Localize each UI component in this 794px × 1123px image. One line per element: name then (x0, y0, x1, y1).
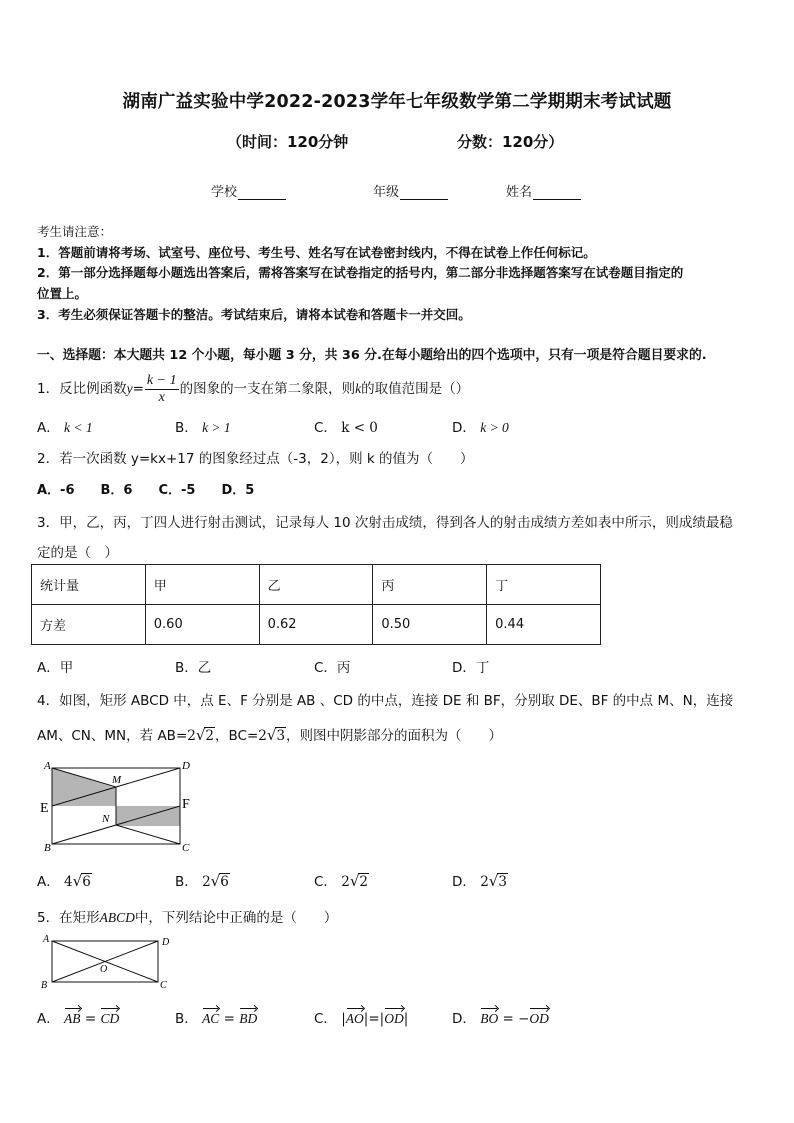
option-expr: k < 0 (341, 420, 378, 436)
option-letter: B． (175, 1011, 198, 1027)
name-label: 姓名 (506, 185, 533, 200)
option-letter: B． (175, 874, 198, 890)
option-letter: C． (314, 1011, 337, 1027)
school-field (211, 181, 286, 200)
q1-numerator: k − 1 (146, 372, 177, 388)
vector-od: OD (529, 1011, 549, 1026)
q3-option-a[interactable]: A．甲 (37, 660, 74, 676)
question-1 (37, 372, 469, 406)
abs-bar-icon: | (403, 1011, 409, 1027)
vector-od: OD (384, 1011, 404, 1026)
option-expr: k > 1 (202, 420, 231, 435)
label-m: M (112, 774, 122, 786)
q1-option-a[interactable] (37, 416, 93, 436)
sqrt-icon: √ (266, 726, 277, 744)
q4-ab-radicand: 2 (205, 728, 215, 744)
table-cell: 丁 (487, 565, 601, 605)
q1-prefix: 1．反比例函数 (37, 381, 127, 397)
label-d: D (182, 760, 190, 772)
q1-option-d[interactable] (452, 416, 509, 436)
q1-fraction (145, 373, 179, 406)
q4-option-d[interactable] (452, 870, 508, 890)
q4-rectangle-figure (36, 756, 196, 856)
table-cell: 0.50 (373, 605, 487, 645)
option-coef: 2 (480, 874, 489, 890)
option-expr: k > 0 (480, 420, 509, 435)
option-operator: = (80, 1011, 101, 1027)
question-4-line-1: 4．如图，矩形 ABCD 中，点 E、F 分别是 AB 、CD 的中点，连接 DE 和 BF，分别取 DE、BF 的中点 M、N，连接 (37, 693, 734, 709)
option-radicand: 3 (498, 874, 507, 890)
sqrt-icon: √ (72, 872, 83, 890)
q4-bc-coef: 2 (258, 728, 267, 744)
note-item: 2．第一部分选择题每小题选出答案后，需将答案写在试卷指定的括号内，第二部分非选择题答案写在试卷题目指定的 (37, 265, 684, 280)
shaded-region-left (52, 768, 116, 806)
question-3-line-1: 3．甲，乙，丙，丁四人进行射击测试，记录每人 10 次射击成绩，得到各人的射击成绩方差如表中所示，则成绩最稳 (37, 515, 733, 531)
option-letter: B． (175, 420, 198, 436)
option-operator: = (219, 1011, 240, 1027)
section-heading: 一、选择题：本大题共 12 个小题，每小题 3 分，共 36 分.在每小题给出的四个选项中，只有一项是符合题目要求的. (37, 348, 707, 363)
option-operator: = (368, 1011, 380, 1027)
abs-bar-icon: | (341, 1011, 346, 1027)
q4-text: AM、CN、MN，若 AB= (37, 728, 188, 744)
notes-heading: 考生请注意： (37, 224, 113, 239)
q5-option-c[interactable] (314, 1007, 408, 1027)
table-cell: 甲 (145, 565, 259, 605)
q4-option-b[interactable] (175, 870, 230, 890)
grade-blank (400, 187, 448, 200)
option-letter: A． (37, 874, 60, 890)
q5-text: 5．在矩形 (37, 910, 100, 926)
option-letter: C． (314, 874, 337, 890)
option-letter: D． (452, 420, 476, 436)
q3-option-d[interactable]: D．丁 (452, 660, 490, 676)
table-row (32, 605, 601, 645)
exam-score: 分数：120分） (457, 133, 564, 151)
q1-option-b[interactable] (175, 416, 231, 436)
q4-ab-coef: 2 (187, 728, 196, 744)
q5-option-a[interactable] (37, 1007, 119, 1027)
q1-suffix-b: 的取值范围是（） (361, 381, 470, 397)
option-coef: 2 (202, 874, 211, 890)
school-blank (238, 187, 286, 200)
label-a: A (44, 760, 51, 772)
label-c: C (182, 842, 190, 854)
q4-option-a[interactable] (37, 870, 92, 890)
vector-ao: AO (345, 1011, 364, 1026)
vector-ac: AC (202, 1011, 220, 1026)
q1-y: y (126, 381, 133, 396)
sqrt-icon: √ (488, 872, 499, 890)
q5-option-b[interactable] (175, 1007, 257, 1027)
option-letter: D． (452, 1011, 476, 1027)
q5-rectangle-figure (36, 930, 181, 994)
vector-bo: BO (480, 1011, 499, 1026)
name-field (506, 181, 581, 200)
note-item: 1．答题前请将考场、试室号、座位号、考生号、姓名写在试卷密封线内，不得在试卷上作任何标记。 (37, 245, 596, 260)
sqrt-icon: √ (210, 872, 221, 890)
table-cell: 0.62 (259, 605, 373, 645)
variance-table (31, 564, 601, 645)
q5-option-d[interactable] (452, 1007, 549, 1027)
option-letter: A． (37, 420, 60, 436)
note-item: 位置上。 (37, 286, 88, 301)
option-radicand: 2 (359, 874, 368, 890)
option-coef: 2 (341, 874, 350, 890)
q1-option-c[interactable] (314, 416, 378, 436)
q1-k: k (355, 381, 362, 396)
grade-field (373, 181, 448, 200)
sqrt-icon: √ (349, 872, 360, 890)
label-e: E (40, 801, 49, 816)
option-operator: = − (498, 1011, 530, 1027)
table-cell: 0.60 (145, 605, 259, 645)
label-b: B (44, 842, 51, 854)
label-n: N (102, 813, 110, 825)
q5-rect-name: ABCD (99, 910, 135, 925)
table-cell: 乙 (259, 565, 373, 605)
vector-ab: AB (64, 1011, 81, 1026)
option-letter: A． (37, 1011, 60, 1027)
q1-suffix-a: 的图象的一支在第二象限，则 (179, 381, 356, 397)
abs-bar-icon: | (363, 1011, 369, 1027)
label-a: A (43, 934, 50, 945)
note-item: 3．考生必须保证答题卡的整洁。考试结束后，请将本试卷和答题卡一并交回。 (37, 307, 471, 322)
q4-text: ，BC= (215, 728, 259, 744)
option-coef: 4 (64, 874, 73, 890)
exam-title: 湖南广益实验中学2022-2023学年七年级数学第二学期期末考试试题 (122, 92, 672, 112)
q1-eq: = (132, 381, 144, 397)
sqrt-icon: √ (195, 726, 206, 744)
school-label: 学校 (211, 185, 238, 200)
question-3-line-2: 定的是（ ） (37, 545, 118, 561)
table-cell: 统计量 (32, 565, 146, 605)
vector-cd: CD (100, 1011, 120, 1026)
q3-option-c[interactable]: C．丙 (314, 660, 351, 676)
question-2: 2．若一次函数 y=kx+17 的图象经过点（-3，2），则 k 的值为（ ） (37, 451, 474, 467)
question-5 (37, 906, 337, 926)
q5-text: 中，下列结论中正确的是（ ） (134, 910, 338, 926)
q3-option-b[interactable]: B．乙 (175, 660, 212, 676)
q2-options[interactable]: A．-6 B．6 C．-5 D．5 (37, 483, 255, 498)
vector-bd: BD (239, 1011, 258, 1026)
q4-option-c[interactable] (314, 870, 369, 890)
option-radicand: 6 (220, 874, 229, 890)
name-blank (533, 187, 581, 200)
label-b: B (41, 980, 48, 991)
label-c: C (160, 980, 167, 991)
table-cell: 丙 (373, 565, 487, 605)
option-expr: k < 1 (64, 420, 93, 435)
label-f: F (182, 797, 190, 812)
grade-label: 年级 (373, 185, 400, 200)
q4-text: ，则图中阴影部分的面积为（ ） (286, 728, 503, 744)
exam-time: （时间：120分钟 (227, 133, 349, 151)
table-row (32, 565, 601, 605)
label-o: O (100, 964, 108, 975)
option-letter: C． (314, 420, 337, 436)
abs-bar-icon: | (379, 1011, 385, 1027)
option-radicand: 6 (82, 874, 91, 890)
table-cell: 0.44 (487, 605, 601, 645)
q1-denominator: x (158, 389, 165, 405)
q4-bc-radicand: 3 (276, 728, 286, 744)
label-d: D (162, 937, 170, 948)
segment-cn (116, 825, 180, 844)
option-letter: D． (452, 874, 476, 890)
question-4-line-2 (37, 724, 502, 744)
table-cell: 方差 (32, 605, 146, 645)
